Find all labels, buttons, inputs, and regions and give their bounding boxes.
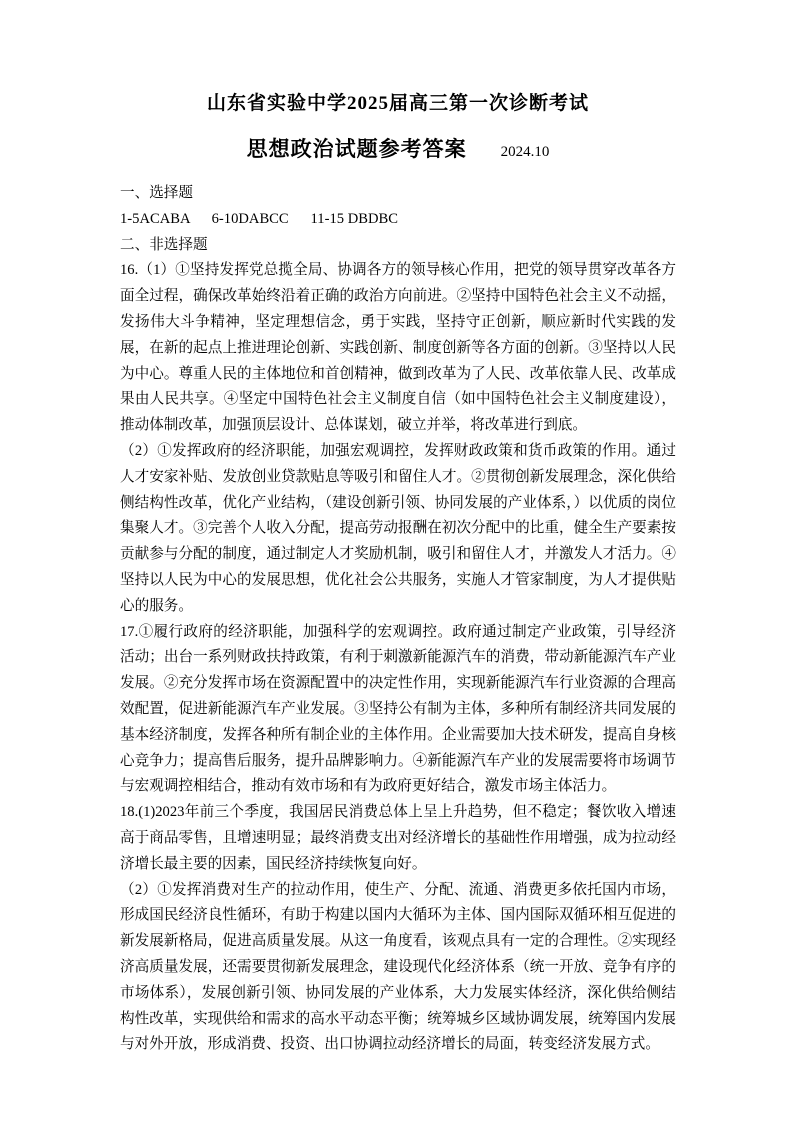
document-subtitle: 思想政治试题参考答案: [246, 138, 467, 161]
document-date: 2024.10: [500, 144, 550, 160]
answer-paragraph-18-2: （2）①发挥消费对生产的拉动作用，使生产、分配、流通、消费更多依托国内市场，形成国民经济良性循环，有助于构建以国内大循环为主体、国内国际双循环相互促进的新发展新格局，促进高质量发展。从这一角度看，该观点具有一定的合理性。②实现经济高质量发展，还需要贯彻新发展理念，建设现代化经济体系（统一开放、竞争有序的市场体系），发展创新引领、协同发展的产业体系，大力发展实体经济，深化供给侧结构性改革，实现供给和需求的高水平动态平衡；统筹城乡区域协调发展，统筹国内发展与对外开放，形成消费、投资、出口协调拉动经济增长的局面，转变经济发展方式。: [120, 881, 676, 1053]
document-title: 山东省实验中学2025届高三第一次诊断考试: [206, 93, 589, 114]
multiple-choice-answers: 1-5ACABA 6-10DABCC 11-15 DBDBC: [120, 210, 398, 227]
answer-paragraph-16-2: （2）①发挥政府的经济职能，加强宏观调控，发挥财政政策和货币政策的作用。通过人才安家补贴、发放创业贷款贴息等吸引和留住人才。②贯彻创新发展理念，深化供给侧结构性改革，优化产业结构，（建设创新引领、协同发展的产业体系，）以优质的岗位集聚人才。③完善个人收入分配，提高劳动报酬在初次分配中的比重，健全生产要素按贡献参与分配的制度，通过制定人才奖励机制，吸引和留住人才，并激发人才活力。④坚持以人民为中心的发展思想，优化社会公共服务，实施人才管家制度，为人才提供贴心的服务。: [120, 442, 676, 614]
answer-paragraph-17: 17.①履行政府的经济职能，加强科学的宏观调控。政府通过制定产业政策，引导经济活动；出台一系列财政扶持政策，有利于刺激新能源汽车的消费，带动新能源汽车产业发展。②充分发挥市场在资源配置中的决定性作用，实现新能源汽车行业资源的合理高效配置，促进新能源汽车产业发展。③坚持公有制为主体，多种所有制经济共同发展的基本经济制度，发挥各种所有制企业的主体作用。企业需要加大技术研发，提高自身核心竞争力；提高售后服务，提升品牌影响力。④新能源汽车产业的发展需要将市场调节与宏观调控相结合，推动有效市场和有为政府更好结合，激发市场主体活力。: [120, 623, 676, 795]
subtitle-row: [120, 133, 676, 163]
section-heading-choice: 一、选择题: [120, 185, 193, 201]
section-heading-non-choice: 二、非选择题: [120, 236, 208, 253]
document-body: [120, 181, 676, 1058]
answer-paragraph-18-1: 18.(1)2023年前三个季度，我国居民消费总体上呈上升趋势，但不稳定；餐饮收入增速高于商品零售，且增速明显；最终消费支出对经济增长的基础性作用增强，成为拉动经济增长最主要的因素，国民经济持续恢复向好。: [120, 804, 676, 872]
answer-paragraph-16-1: 16.（1）①坚持发挥党总揽全局、协调各方的领导核心作用，把党的领导贯穿改革各方面全过程，确保改革始终沿着正确的政治方向前进。②坚持中国特色社会主义不动摇，发扬伟大斗争精神，坚定理想信念，勇于实践，坚持守正创新，顺应新时代实践的发展，在新的起点上推进理论创新、实践创新、制度创新等各方面的创新。③坚持以人民为中心。尊重人民的主体地位和首创精神，做到改革为了人民、改革依靠人民、改革成果由人民共享。④坚定中国特色社会主义制度自信（如中国特色社会主义制度建设），推动体制改革，加强顶层设计、总体谋划，破立并举，将改革进行到底。: [120, 262, 676, 434]
